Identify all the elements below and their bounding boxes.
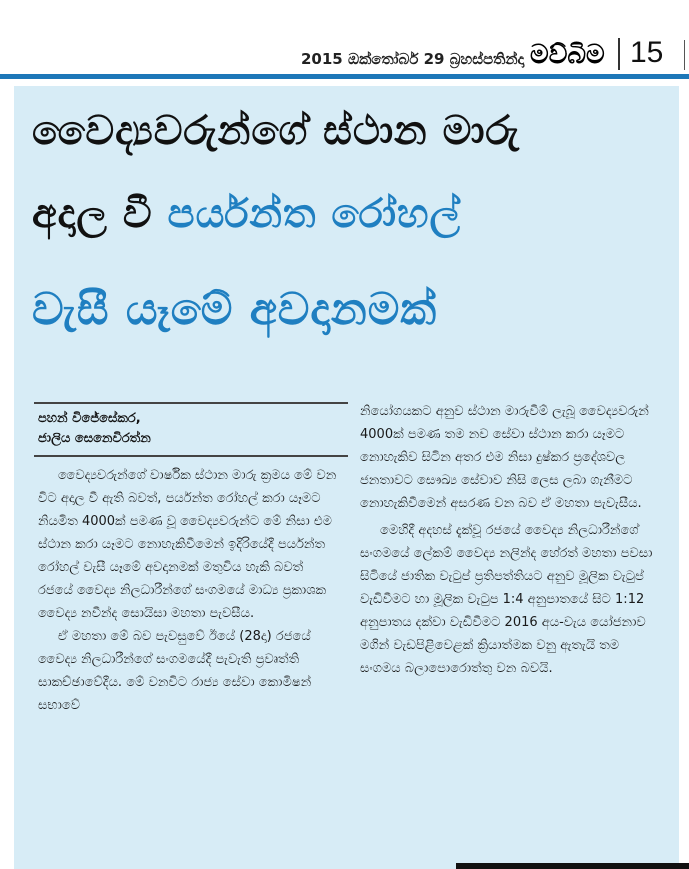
headline bbox=[14, 86, 679, 386]
newspaper-name: මව්බිම bbox=[530, 40, 605, 70]
crop-mark bbox=[684, 40, 685, 70]
issue-date: 2015 ඔක්තෝබර් 29 බ්‍රහස්පතින්දා bbox=[301, 50, 525, 68]
byline-author-2: ජාලිය සෙනෙවිරත්න bbox=[38, 431, 151, 446]
byline-author-1: පහන් විජේසේකර, bbox=[38, 411, 141, 426]
headline-line-2-blue: පර්යන්ත රෝහල් bbox=[167, 191, 461, 237]
article-panel bbox=[14, 86, 679, 869]
page-number: 15 bbox=[630, 36, 664, 69]
page-header bbox=[0, 0, 689, 76]
headline-line-2-black: අදාල වී bbox=[32, 191, 153, 237]
headline-line-2 bbox=[32, 191, 461, 237]
body-paragraph: ඒ මහතා මේ බව පැවසුවේ ඊයේ (28දා) රජයේ වෛද්‍ය නිලධාරීන්ගේ සංගමයේදී පැවැති ප්‍රවෘත්ති සාකච්ඡාවේදීය. මේ වනවිට රාජ්‍ය සේවා කොමිෂන් සභාවේ bbox=[38, 629, 312, 713]
header-rule bbox=[0, 74, 689, 79]
bottom-rule bbox=[456, 863, 689, 869]
byline bbox=[34, 402, 348, 457]
body-column-left bbox=[38, 464, 342, 717]
header-divider bbox=[618, 38, 620, 70]
body-paragraph: මෙහිදී අදහස් දැක්වූ රජයේ වෛද්‍ය නිලධාරීන්ගේ සංගමයේ ලේකම් වෛද්‍ය නලින්ද හේරත් මහතා පවසා සිටියේ ජාතික වැටුප් ප්‍රතිපත්තියට අනුව මූලික වැටුප් වැඩිවීමට හා මූලික වැටුප 1:4 අනුපාතයේ සිට 1:12 අනුපාතය දක්වා වැඩිවීමට 2016 අය-වැය යෝජනාව මගින් වැඩපිළිවෙළක් ක්‍රියාත්මක වනු ඇතැයි තම සංගමය බලාපොරොත්තු වන බවයි. bbox=[360, 523, 653, 676]
body-paragraph: නියෝගයකට අනුව ස්ථාන මාරුවීම් ලැබූ වෛද්‍යවරුන් 4000ක් පමණ තම නව සේවා ස්ථාන කරා යෑමට නොහැකිව සිටින අතර එම නිසා දුෂ්කර ප්‍රදේශවල ජනතාවට සෞඛ්‍ය සේවාව නිසි ලෙස ලබා ගැනීමට නොහැකිවීමෙන් අසරණ වන බව ඒ මහතා පැවැසීය. bbox=[360, 404, 649, 511]
body-paragraph: වෛද්‍යවරුන්ගේ වාර්ෂික ස්ථාන මාරු ක්‍රමය මේ වන විට අදාල වී ඇති බවත්, පර්යන්ත රෝහල් කරා යෑමට නියමිත 4000ක් පමණ වූ වෛද්‍යවරුන්ට මේ නිසා එම ස්ථාන කරා යෑමට නොහැකිවීමෙන් ඉදිරියේදී පර්යන්ත රෝහල් වැසී යෑමේ අවදානමක් මතුවිය හැකි බවත් රජයේ වෛද්‍ය නිලධාරීන්ගේ සංගමයේ මාධ්‍ය ප්‍රකාශක වෛද්‍ය නවීන්ද සොයිසා මහතා පැවසීය. bbox=[38, 468, 337, 621]
body-column-right bbox=[360, 400, 660, 680]
headline-line-3: වැසී යෑමේ අවදානමක් bbox=[32, 284, 438, 335]
headline-line-1: වෛද්‍යවරුන්ගේ ස්ථාන මාරු bbox=[32, 108, 520, 154]
